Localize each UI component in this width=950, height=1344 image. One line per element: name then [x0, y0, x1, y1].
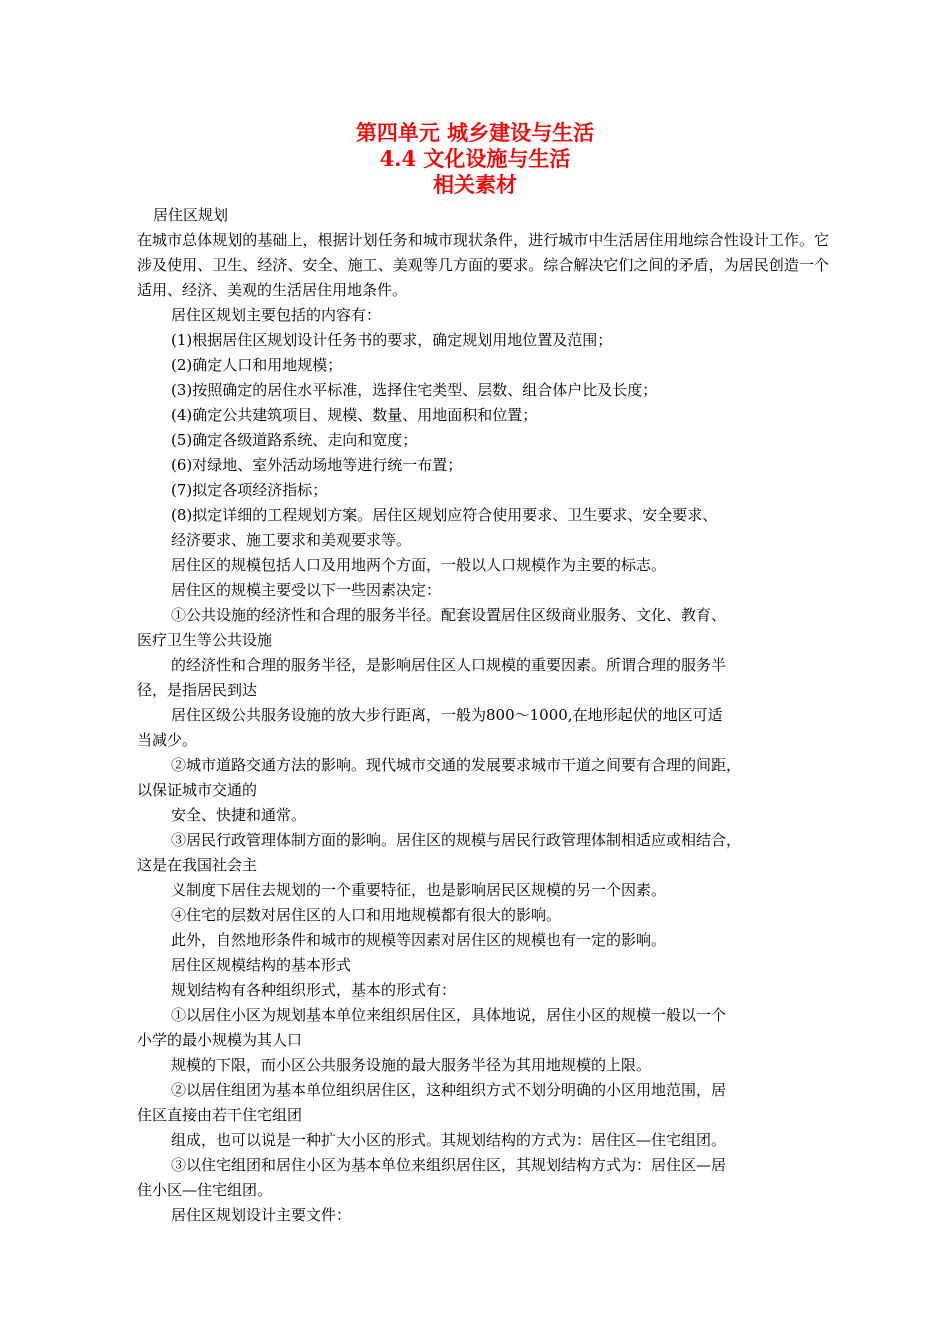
paragraph-line: 的经济性和合理的服务半径，是影响居住区人口规模的重要因素。所谓合理的服务半	[171, 656, 727, 674]
paragraph-line: 居住区规划主要包括的内容有：	[171, 306, 382, 324]
paragraph-line: ④住宅的层数对居住区的人口和用地规模都有很大的影响。	[171, 906, 562, 924]
paragraph-line: 规模的下限，而小区公共服务设施的最大服务半径为其用地规模的上限。	[171, 1056, 652, 1074]
paragraph-line: (5)确定各级道路系统、走向和宽度；	[171, 431, 418, 449]
paragraph-line: (8)拟定详细的工程规划方案。居住区规划应符合使用要求、卫生要求、安全要求、	[171, 506, 718, 524]
paragraph-line: 安全、快捷和通常。	[171, 806, 307, 824]
paragraph-line: 居住区的规模主要受以下一些因素决定：	[171, 581, 442, 599]
paragraph-line: 当减少。	[137, 731, 198, 749]
paragraph-line: (3)按照确定的居住水平标准，选择住宅类型、层数、组合体户比及长度；	[171, 381, 658, 399]
paragraph-line: 这是在我国社会主	[137, 856, 258, 874]
paragraph-line: 住小区—住宅组团。	[137, 1181, 273, 1199]
paragraph-line: 以保证城市交通的	[137, 781, 258, 799]
material-title: 相关素材	[433, 172, 517, 197]
paragraph-line: (6)对绿地、室外活动场地等进行统一布置；	[171, 456, 463, 474]
paragraph-line: 规划结构有各种组织形式，基本的形式有：	[171, 981, 457, 999]
paragraph-line: 经济要求、施工要求和美观要求等。	[171, 531, 412, 549]
paragraph-line: 在城市总体规划的基础上，根据计划任务和城市现状条件，进行城市中生活居住用地综合性设计工作。它涉及使用、卫生、经济、安全、施工、美观等几方面的要求。综合解决它们之间的矛盾，为居民创造一个适用、经济、美观的生活居住用地条件。	[137, 231, 829, 299]
paragraph-line: 此外，自然地形条件和城市的规模等因素对居住区的规模也有一定的影响。	[171, 931, 667, 949]
section-title: 4.4 文化设施与生活	[379, 146, 571, 171]
document-body	[137, 203, 829, 1228]
paragraph-line: 居住区规划设计主要文件：	[171, 1206, 352, 1224]
paragraph-line: 医疗卫生等公共设施	[137, 631, 273, 649]
paragraph-line: ①公共设施的经济性和合理的服务半径。配套设置居住区级商业服务、文化、教育、	[171, 606, 727, 624]
paragraph-line: (2)确定人口和用地规模；	[171, 356, 343, 374]
paragraph-line: (1)根据居住区规划设计任务书的要求，确定规划用地位置及范围；	[171, 331, 613, 349]
paragraph-line: ②城市道路交通方法的影响。现代城市交通的发展要求城市干道之间要有合理的间距，	[171, 756, 742, 774]
paragraph-line: 小学的最小规模为其人口	[137, 1031, 303, 1049]
paragraph-line: 居住区规模结构的基本形式	[171, 956, 352, 974]
paragraph-line: 径，是指居民到达	[137, 681, 258, 699]
paragraph-line: ①以居住小区为规划基本单位来组织居住区，具体地说，居住小区的规模一般以一个	[171, 1006, 727, 1024]
paragraph-line: 住区直接由若干住宅组团	[137, 1106, 303, 1124]
paragraph-line: ③以住宅组团和居住小区为基本单位来组织居住区，其规划结构方式为：居住区—居	[171, 1156, 727, 1174]
paragraph-line: 义制度下居住去规划的一个重要特征，也是影响居民区规模的另一个因素。	[171, 881, 667, 899]
paragraph-line: 组成，也可以说是一种扩大小区的形式。其规划结构的方式为：居住区—住宅组团。	[171, 1131, 727, 1149]
paragraph-line: 居住区级公共服务设施的放大步行距离，一般为800～1000,在地形起伏的地区可适	[171, 706, 723, 724]
paragraph-line: 居住区的规模包括人口及用地两个方面，一般以人口规模作为主要的标志。	[171, 556, 667, 574]
paragraph-line: ②以居住组团为基本单位组织居住区，这种组织方式不划分明确的小区用地范围，居	[171, 1081, 727, 1099]
paragraph-line: 居住区规划	[153, 206, 229, 224]
paragraph-line: (4)确定公共建筑项目、规模、数量、用地面积和位置；	[171, 406, 538, 424]
document-title	[0, 120, 950, 198]
unit-title: 第四单元 城乡建设与生活	[355, 120, 595, 145]
paragraph-line: ③居民行政管理体制方面的影响。居住区的规模与居民行政管理体制相适应或相结合，	[171, 831, 742, 849]
paragraph-line: (7)拟定各项经济指标；	[171, 481, 328, 499]
